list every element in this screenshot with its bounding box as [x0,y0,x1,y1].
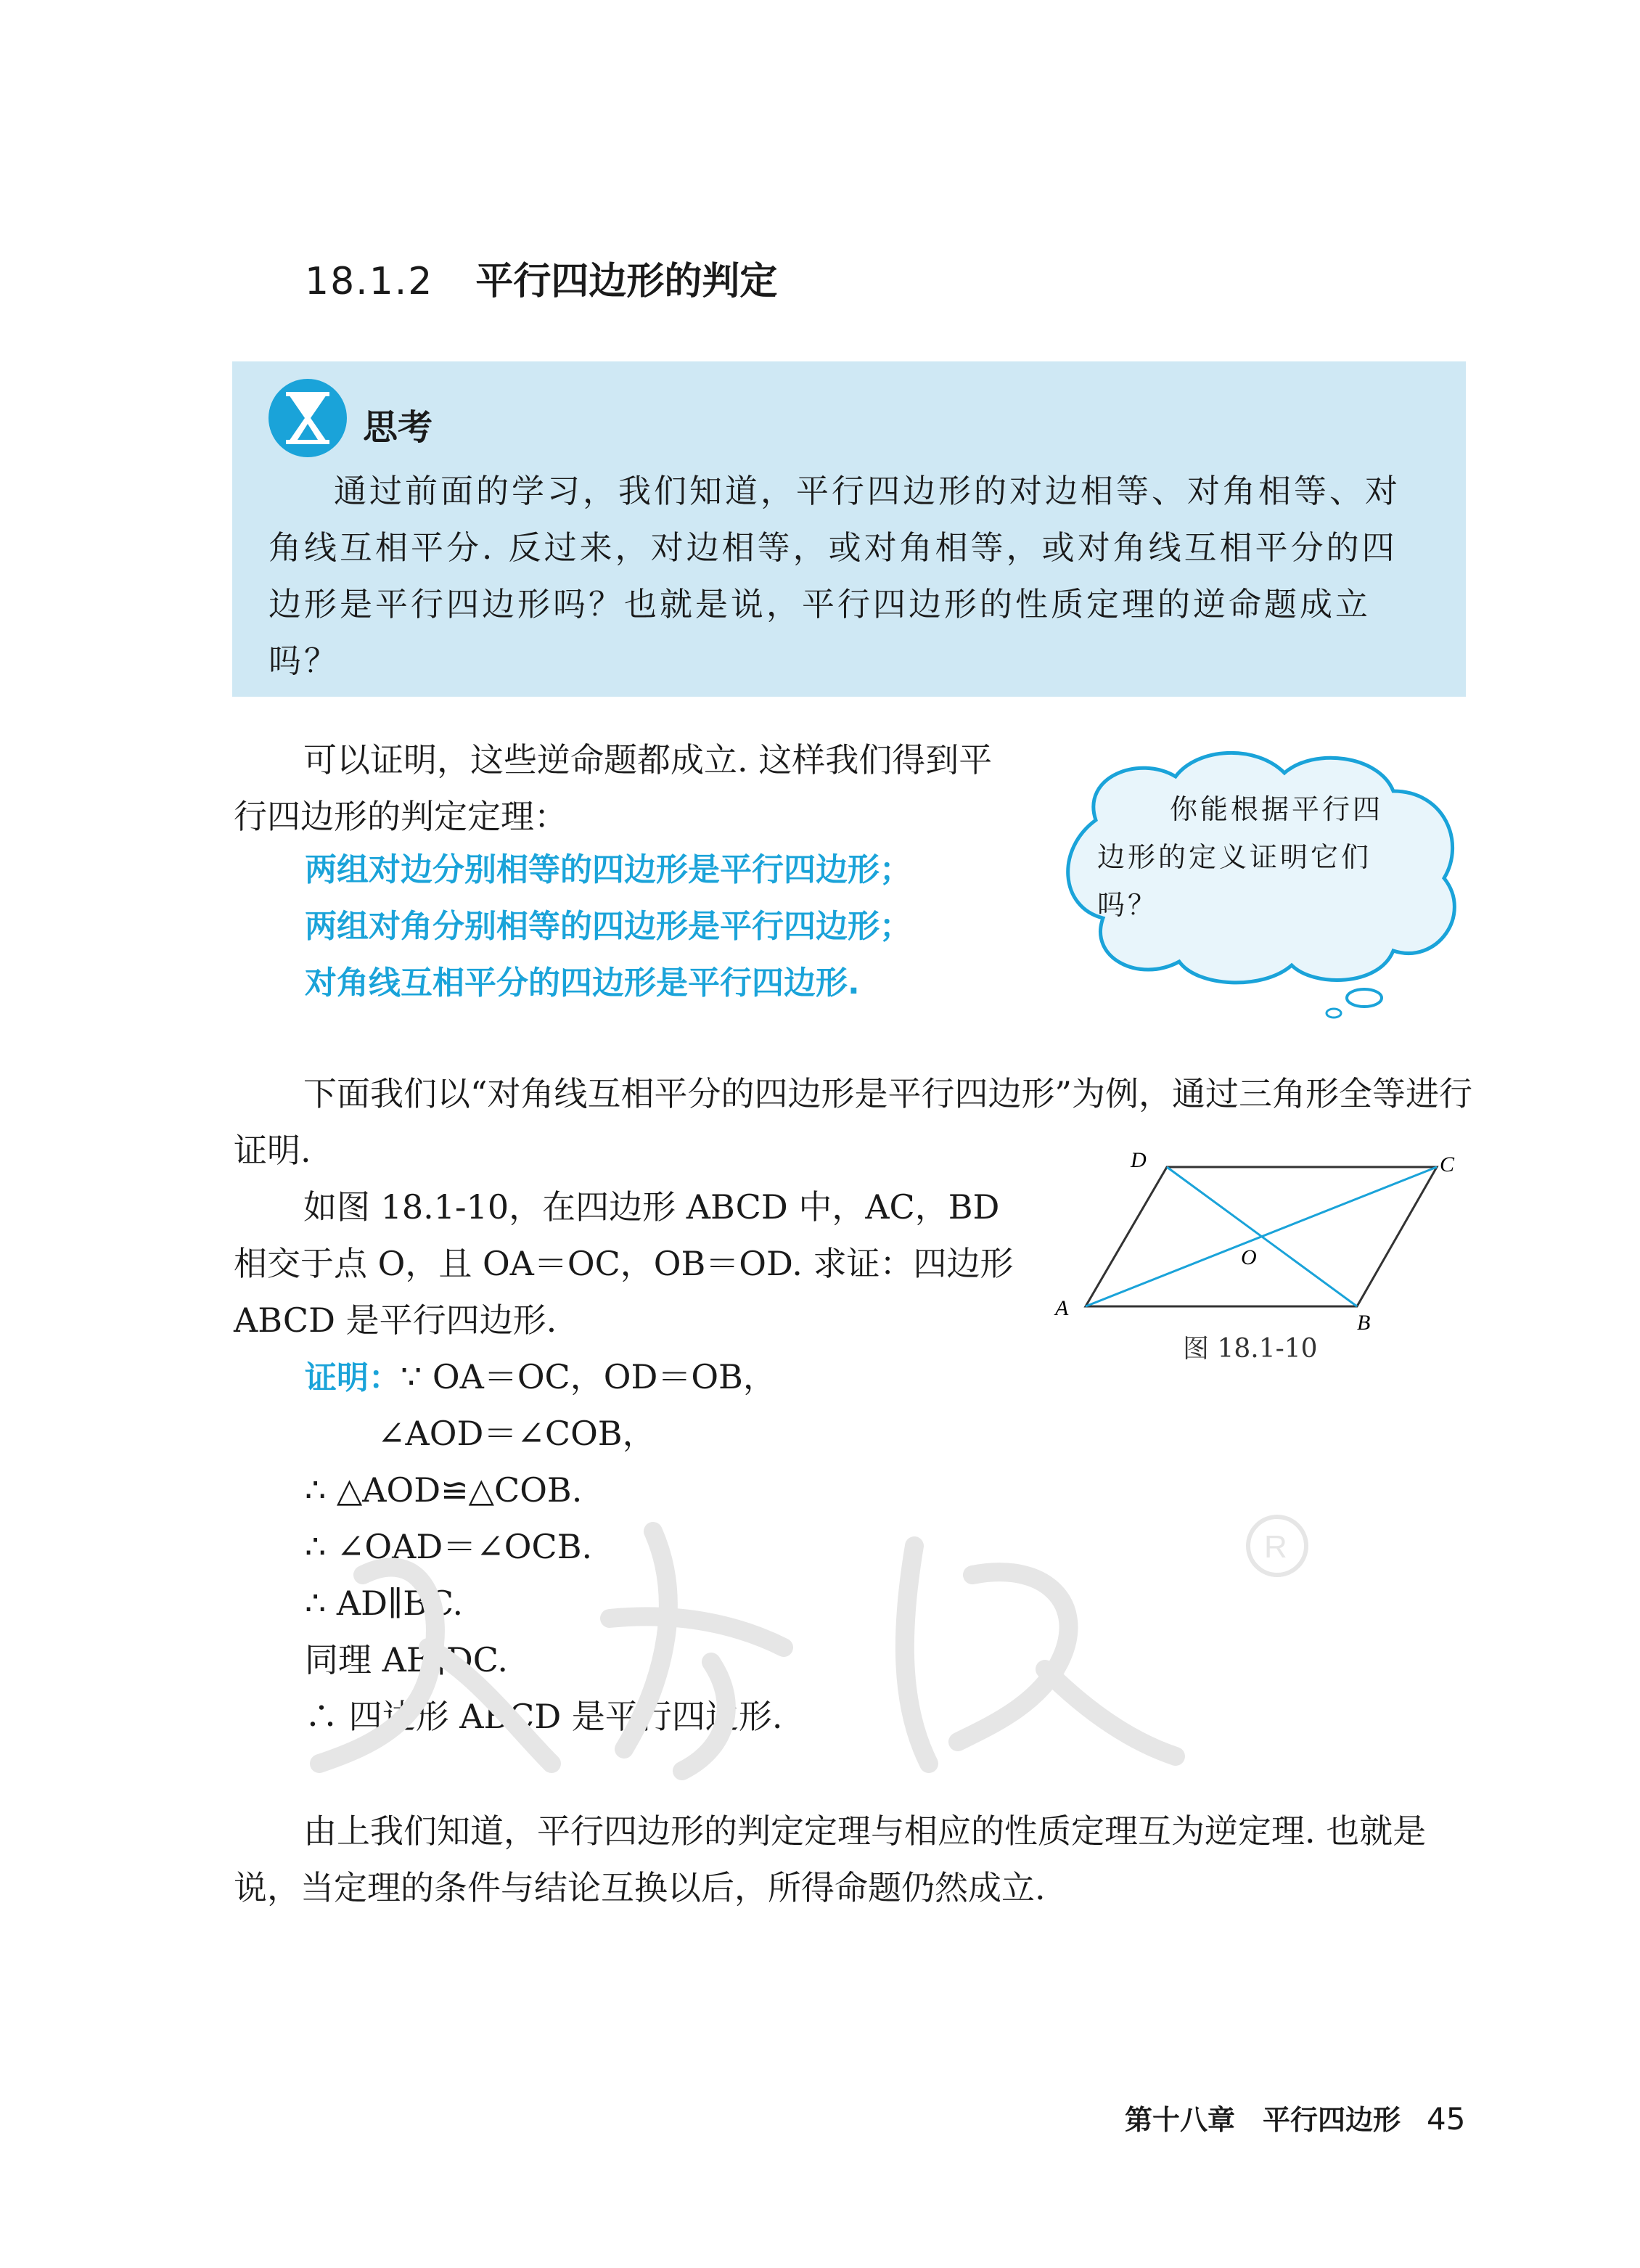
proof-line-7: ∴ 四边形 ABCD 是平行四边形. [305,1697,783,1736]
figure-caption: 图 18.1-10 [1183,1334,1318,1364]
proof-line-3: ∴ △AOD≌△COB. [305,1470,583,1510]
theorem-1: 两组对边分别相等的四边形是平行四边形； [305,851,911,888]
proof-step: ∵ OA＝OC，OD＝OB， [401,1357,776,1396]
theorem-3: 对角线互相平分的四边形是平行四边形. [305,965,860,1002]
problem-statement: 如图 18.1-10，在四边形 ABCD 中，AC，BD 相交于点 O，且 OA＝OC，OB＝OD. 求证：四边形 ABCD 是平行四边形. [234,1187,1014,1340]
hourglass-icon [267,377,348,459]
conclusion-paragraph: 由上我们知道，平行四边形的判定定理与相应的性质定理互为逆定理. 也就是说，当定理的条件与结论互换以后，所得命题仍然成立. [234,1811,1427,1907]
label-O: O [1241,1245,1257,1269]
intro-paragraph: 可以证明，这些逆命题都成立. 这样我们得到平行四边形的判定定理： [234,740,993,836]
proof-line-2: ∠AOD＝∠COB， [377,1414,656,1453]
proof-line-1 [305,1348,776,1407]
label-A: A [1055,1296,1069,1320]
proof-line-4: ∴ ∠OAD＝∠OCB. [305,1527,593,1566]
theorem-2: 两组对角分别相等的四边形是平行四边形； [305,908,911,945]
proof-label: 证明： [305,1359,401,1396]
section-heading [305,250,777,305]
proof-line-5: ∴ AD∥BC. [305,1584,464,1623]
think-text: 通过前面的学习，我们知道，平行四边形的对边相等、对角相等、对角线互相平分. 反过来，对边相等，或对角相等，或对角线互相平分的四边形是平行四边形吗？也就是说，平行四边形的性质定理的逆命题成立吗？ [268,472,1401,680]
label-C: C [1440,1153,1455,1176]
chapter-title: 第十八章 平行四边形 [1125,2104,1401,2136]
page-number: 45 [1427,2101,1466,2137]
proof-line-6: 同理 AB∥DC. [305,1640,508,1679]
think-box [232,361,1466,697]
section-title: 平行四边形的判定 [475,260,778,303]
cloud-text: 你能根据平行四边形的定义证明它们吗？ [1097,793,1384,921]
publisher-watermark [276,1488,1364,1793]
label-D: D [1131,1148,1147,1172]
svg-text:R: R [1264,1529,1287,1565]
label-B: B [1357,1311,1371,1335]
example-intro: 下面我们以“对角线互相平分的四边形是平行四边形”为例，通过三角形全等进行证明. [234,1074,1473,1170]
think-label: 思考 [363,407,433,448]
page-footer [1125,2097,1465,2137]
section-number: 18.1.2 [305,260,434,303]
